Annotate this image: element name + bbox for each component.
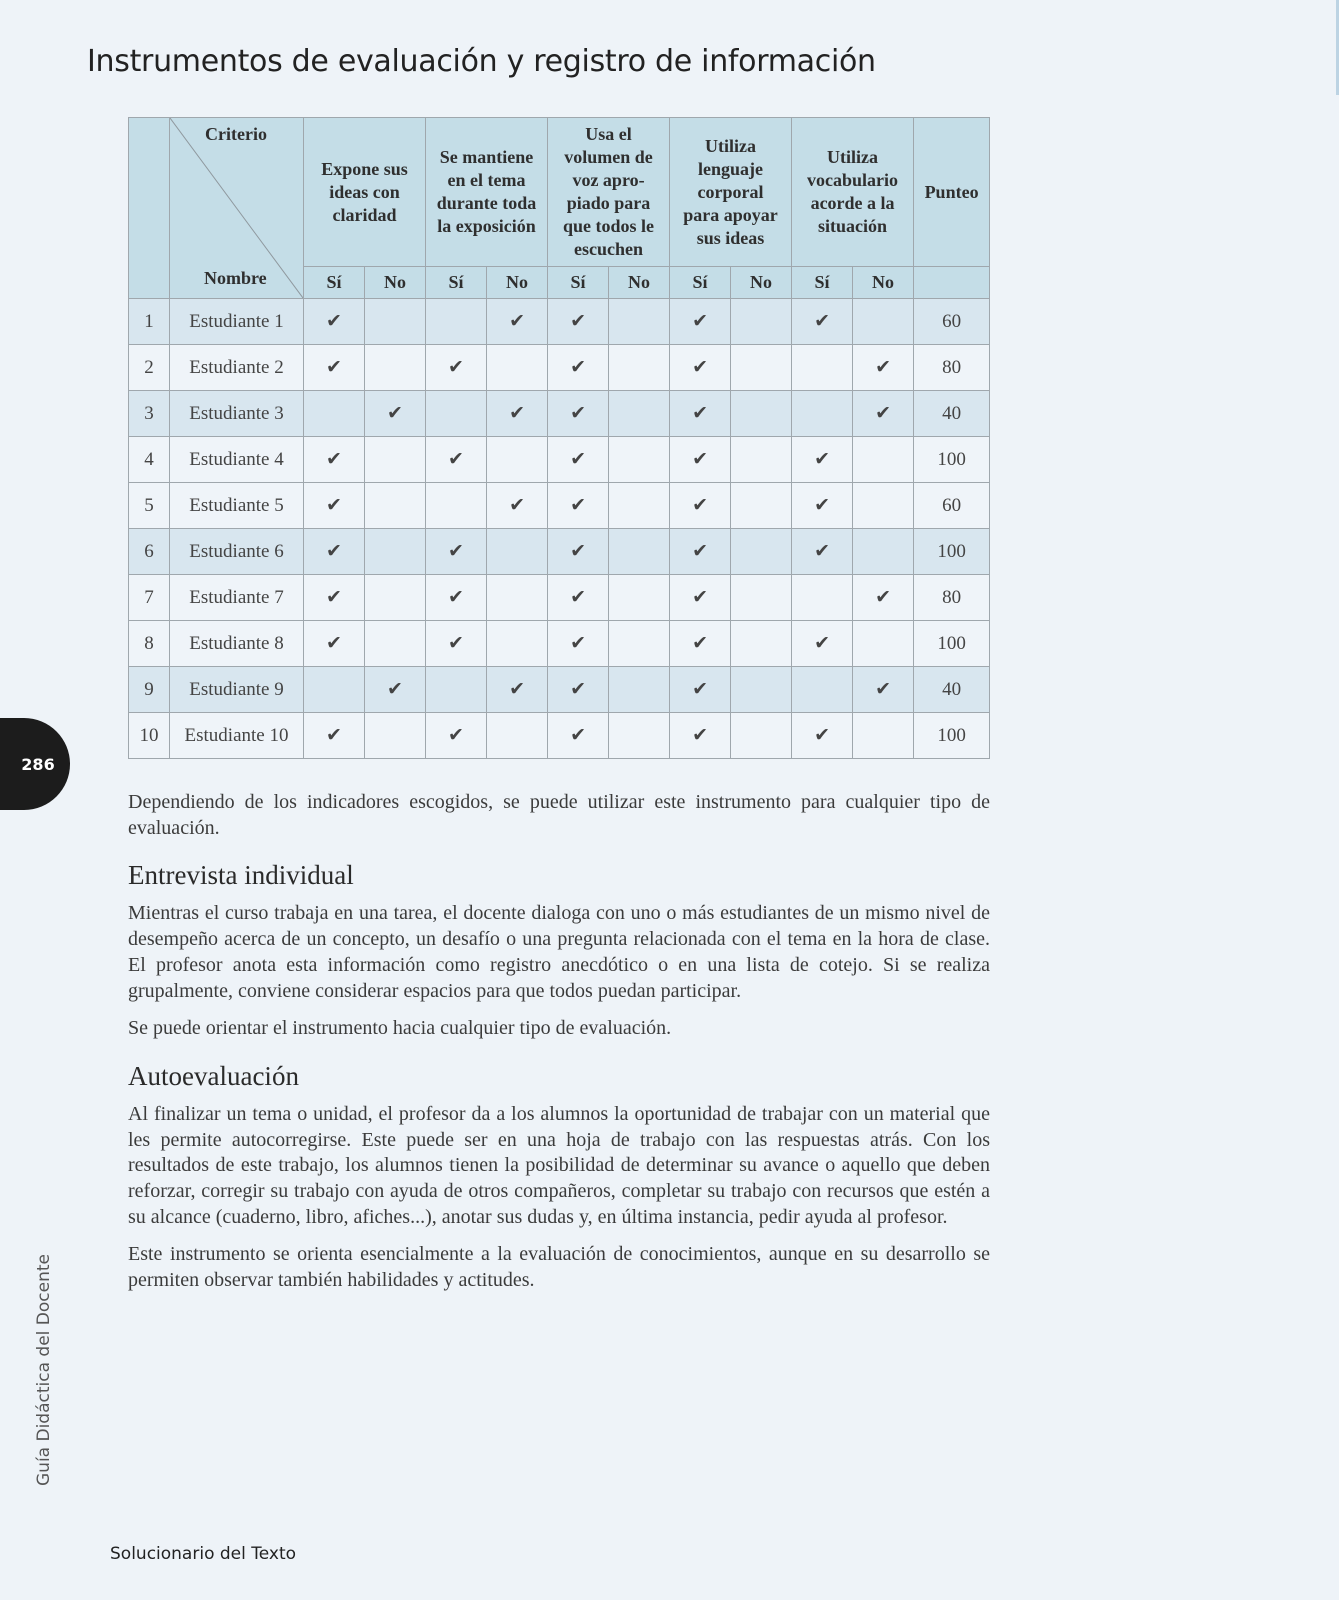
check-icon: ✔: [875, 587, 892, 608]
yes-header: Sí: [670, 267, 731, 299]
check-icon: ✔: [509, 311, 525, 332]
score-cell: 100: [914, 437, 990, 483]
autoevaluacion-paragraph-2: Este instrumento se orienta esencialmente a la evaluación de conocimientos, aunque en su desarrollo se permiten observar también habilidades y actitudes.: [128, 1243, 990, 1292]
side-label: Guía Didáctica del Docente: [34, 1254, 54, 1486]
no-cell: [731, 667, 792, 713]
check-icon: ✔: [692, 587, 708, 608]
check-icon: ✔: [509, 679, 525, 700]
criterion-header: Expone sus ideas con claridad: [304, 118, 426, 267]
row-number: 4: [129, 437, 170, 483]
no-cell: [853, 345, 914, 391]
check-icon: ✔: [814, 449, 830, 470]
score-cell: 40: [914, 667, 990, 713]
yes-cell: [792, 713, 853, 759]
table-body: [129, 299, 990, 759]
criterion-name-header: [170, 118, 304, 299]
no-header: No: [609, 267, 670, 299]
check-icon: ✔: [570, 449, 586, 470]
check-icon: ✔: [448, 357, 464, 378]
entrevista-paragraph-2: Se puede orientar el instrumento hacia cualquier tipo de evaluación.: [128, 1017, 672, 1040]
check-icon: ✔: [814, 541, 830, 562]
row-number: 5: [129, 483, 170, 529]
no-cell: [731, 621, 792, 667]
autoevaluacion-paragraph: Al finalizar un tema o unidad, el profesor da a los alumnos la oportunidad de trabajar con un material que les permite autocorregirse. Este puede ser en una hoja de trabajo con las respuestas atrás. Con los resultados de este trabajo, los alumnos tienen la posibilidad de determinar su avance o aquello que deben reforzar, corregir su trabajo con ayuda de otros compañeros, completar su trabajo con recursos que estén a su alcance (cuaderno, libro, afiches...), anotar sus dudas y, en última instancia, pedir ayuda al profesor.: [128, 1102, 990, 1228]
yes-header: Sí: [426, 267, 487, 299]
student-name: Estudiante 5: [170, 483, 304, 529]
table-row: [129, 713, 990, 759]
no-cell: [365, 667, 426, 713]
check-icon: ✔: [570, 403, 586, 424]
row-number: 3: [129, 391, 170, 437]
student-name: Estudiante 8: [170, 621, 304, 667]
check-icon: ✔: [326, 633, 342, 654]
yes-cell: [304, 299, 365, 345]
table-row: [129, 299, 990, 345]
yes-cell: [670, 575, 731, 621]
yes-cell: [670, 667, 731, 713]
check-icon: ✔: [326, 357, 342, 378]
yes-cell: [548, 437, 609, 483]
yes-cell: [548, 575, 609, 621]
row-number: 2: [129, 345, 170, 391]
no-cell: [731, 345, 792, 391]
check-icon: ✔: [875, 679, 892, 700]
yes-cell: [548, 483, 609, 529]
criterion-header: Usa el volumen de voz apro-piado para que todos le escuchen: [548, 118, 670, 267]
check-icon: ✔: [448, 633, 464, 654]
no-cell: [853, 437, 914, 483]
yes-cell: [670, 621, 731, 667]
no-cell: [487, 391, 548, 437]
check-icon: ✔: [570, 311, 586, 332]
score-cell: 60: [914, 299, 990, 345]
table-row: [129, 437, 990, 483]
yes-cell: [670, 391, 731, 437]
check-icon: ✔: [814, 633, 830, 654]
yes-cell: [792, 575, 853, 621]
table-row: [129, 621, 990, 667]
yes-cell: [304, 529, 365, 575]
row-number: 9: [129, 667, 170, 713]
score-cell: 60: [914, 483, 990, 529]
check-icon: ✔: [509, 403, 525, 424]
footer-label: Solucionario del Texto: [110, 1544, 297, 1564]
table-row: [129, 575, 990, 621]
check-icon: ✔: [570, 587, 586, 608]
check-icon: ✔: [326, 587, 342, 608]
yes-cell: [670, 437, 731, 483]
yes-cell: [670, 483, 731, 529]
no-header: No: [731, 267, 792, 299]
page-title: Instrumentos de evaluación y registro de información: [87, 44, 876, 79]
check-icon: ✔: [448, 725, 464, 746]
yes-cell: [670, 713, 731, 759]
yes-header: Sí: [548, 267, 609, 299]
table-row: [129, 667, 990, 713]
page-number: 286: [21, 754, 55, 774]
check-icon: ✔: [326, 449, 342, 470]
yes-cell: [670, 529, 731, 575]
check-icon: ✔: [570, 725, 586, 746]
yes-cell: [548, 667, 609, 713]
no-cell: [609, 621, 670, 667]
check-icon: ✔: [692, 449, 708, 470]
yes-cell: [426, 575, 487, 621]
check-icon: ✔: [326, 495, 342, 516]
yes-header: Sí: [792, 267, 853, 299]
score-cell: 100: [914, 621, 990, 667]
no-cell: [487, 621, 548, 667]
no-cell: [365, 299, 426, 345]
no-cell: [853, 575, 914, 621]
student-name: Estudiante 4: [170, 437, 304, 483]
yes-cell: [426, 621, 487, 667]
yes-cell: [792, 345, 853, 391]
criterion-header: Utiliza lenguaje corporal para apoyar sus ideas: [670, 118, 792, 267]
row-number: 6: [129, 529, 170, 575]
no-cell: [365, 391, 426, 437]
student-name: Estudiante 2: [170, 345, 304, 391]
check-icon: ✔: [692, 725, 708, 746]
no-header: No: [365, 267, 426, 299]
no-cell: [853, 391, 914, 437]
student-name: Estudiante 1: [170, 299, 304, 345]
check-icon: ✔: [570, 495, 586, 516]
no-cell: [365, 483, 426, 529]
no-cell: [365, 713, 426, 759]
no-cell: [731, 437, 792, 483]
student-name: Estudiante 7: [170, 575, 304, 621]
check-icon: ✔: [448, 541, 464, 562]
no-cell: [731, 391, 792, 437]
row-number: 7: [129, 575, 170, 621]
yes-cell: [304, 667, 365, 713]
check-icon: ✔: [692, 403, 708, 424]
no-cell: [609, 667, 670, 713]
table-row: [129, 529, 990, 575]
no-cell: [365, 345, 426, 391]
yes-cell: [304, 345, 365, 391]
score-subheader: [914, 267, 990, 299]
no-cell: [365, 575, 426, 621]
no-cell: [609, 391, 670, 437]
yes-cell: [792, 621, 853, 667]
table-row: [129, 345, 990, 391]
yes-cell: [548, 713, 609, 759]
table-row: [129, 391, 990, 437]
yes-cell: [426, 437, 487, 483]
no-cell: [487, 345, 548, 391]
no-cell: [609, 345, 670, 391]
no-cell: [365, 529, 426, 575]
check-icon: ✔: [814, 311, 830, 332]
entrevista-paragraph: Mientras el curso trabaja en una tarea, el docente dialoga con uno o más estudiantes de un mismo nivel de desempeño acerca de un concepto, un desafío o una pregunta relacionada con el tema en la hora de clase. El profesor anota esta información como registro anecdótico o en una lista de cotejo. Si se realiza grupalmente, conviene considerar espacios para que todos puedan participar.: [128, 902, 990, 1002]
criterion-label: Criterio: [205, 124, 267, 144]
score-header: Punteo: [914, 118, 990, 267]
no-cell: [853, 621, 914, 667]
yes-cell: [548, 391, 609, 437]
check-icon: ✔: [692, 541, 708, 562]
score-cell: 100: [914, 529, 990, 575]
no-cell: [487, 299, 548, 345]
no-cell: [853, 667, 914, 713]
yes-cell: [792, 529, 853, 575]
check-icon: ✔: [814, 725, 830, 746]
check-icon: ✔: [570, 633, 586, 654]
yes-cell: [792, 299, 853, 345]
yes-cell: [548, 345, 609, 391]
check-icon: ✔: [387, 403, 403, 424]
yes-cell: [670, 299, 731, 345]
yes-cell: [304, 575, 365, 621]
table-row: [129, 483, 990, 529]
no-cell: [365, 621, 426, 667]
no-cell: [609, 713, 670, 759]
yes-cell: [426, 713, 487, 759]
yes-cell: [426, 529, 487, 575]
check-icon: ✔: [875, 403, 892, 424]
check-icon: ✔: [692, 495, 708, 516]
body-text: [128, 790, 990, 1306]
no-cell: [853, 713, 914, 759]
no-cell: [731, 299, 792, 345]
no-cell: [731, 575, 792, 621]
no-cell: [609, 299, 670, 345]
check-icon: ✔: [692, 311, 708, 332]
no-cell: [365, 437, 426, 483]
no-cell: [853, 529, 914, 575]
no-cell: [731, 483, 792, 529]
check-icon: ✔: [692, 633, 708, 654]
student-name: Estudiante 10: [170, 713, 304, 759]
yes-cell: [304, 391, 365, 437]
yes-cell: [792, 391, 853, 437]
evaluation-table: [128, 117, 990, 759]
check-icon: ✔: [570, 357, 586, 378]
no-cell: [487, 667, 548, 713]
no-cell: [487, 575, 548, 621]
no-cell: [609, 437, 670, 483]
yes-cell: [426, 299, 487, 345]
yes-cell: [670, 345, 731, 391]
check-icon: ✔: [570, 679, 586, 700]
section-heading-entrevista: Entrevista individual: [128, 860, 354, 891]
no-cell: [731, 529, 792, 575]
yes-cell: [792, 437, 853, 483]
intro-paragraph: Dependiendo de los indicadores escogidos, se puede utilizar este instrumento para cualquier tipo de evaluación.: [128, 791, 990, 839]
yes-cell: [426, 483, 487, 529]
yes-header: Sí: [304, 267, 365, 299]
yes-cell: [304, 437, 365, 483]
yes-cell: [304, 621, 365, 667]
check-icon: ✔: [570, 541, 586, 562]
score-cell: 100: [914, 713, 990, 759]
score-cell: 80: [914, 345, 990, 391]
check-icon: ✔: [814, 495, 830, 516]
check-icon: ✔: [326, 541, 342, 562]
check-icon: ✔: [509, 495, 525, 516]
check-icon: ✔: [875, 357, 892, 378]
check-icon: ✔: [387, 679, 403, 700]
yes-cell: [792, 483, 853, 529]
no-header: No: [853, 267, 914, 299]
number-header: [129, 118, 170, 299]
no-cell: [609, 529, 670, 575]
yes-cell: [548, 529, 609, 575]
row-number: 8: [129, 621, 170, 667]
no-cell: [487, 437, 548, 483]
criterion-header: Utiliza vocabulario acorde a la situación: [792, 118, 914, 267]
check-icon: ✔: [326, 725, 342, 746]
no-cell: [731, 713, 792, 759]
no-cell: [609, 483, 670, 529]
no-cell: [487, 529, 548, 575]
no-cell: [609, 575, 670, 621]
row-number: 10: [129, 713, 170, 759]
check-icon: ✔: [448, 449, 464, 470]
no-cell: [487, 713, 548, 759]
score-cell: 40: [914, 391, 990, 437]
check-icon: ✔: [326, 311, 342, 332]
no-cell: [487, 483, 548, 529]
yes-cell: [426, 391, 487, 437]
student-name: Estudiante 6: [170, 529, 304, 575]
check-icon: ✔: [692, 679, 708, 700]
check-icon: ✔: [692, 357, 708, 378]
yes-cell: [304, 483, 365, 529]
yes-cell: [548, 299, 609, 345]
yes-cell: [426, 345, 487, 391]
no-header: No: [487, 267, 548, 299]
page-number-tab: [0, 718, 70, 810]
no-cell: [853, 299, 914, 345]
name-label: Nombre: [204, 268, 267, 288]
check-icon: ✔: [448, 587, 464, 608]
criterion-header: Se mantiene en el tema durante toda la exposición: [426, 118, 548, 267]
student-name: Estudiante 3: [170, 391, 304, 437]
no-cell: [853, 483, 914, 529]
student-name: Estudiante 9: [170, 667, 304, 713]
yes-cell: [792, 667, 853, 713]
yes-cell: [304, 713, 365, 759]
yes-cell: [548, 621, 609, 667]
row-number: 1: [129, 299, 170, 345]
score-cell: 80: [914, 575, 990, 621]
yes-cell: [426, 667, 487, 713]
section-heading-autoevaluacion: Autoevaluación: [128, 1060, 299, 1091]
